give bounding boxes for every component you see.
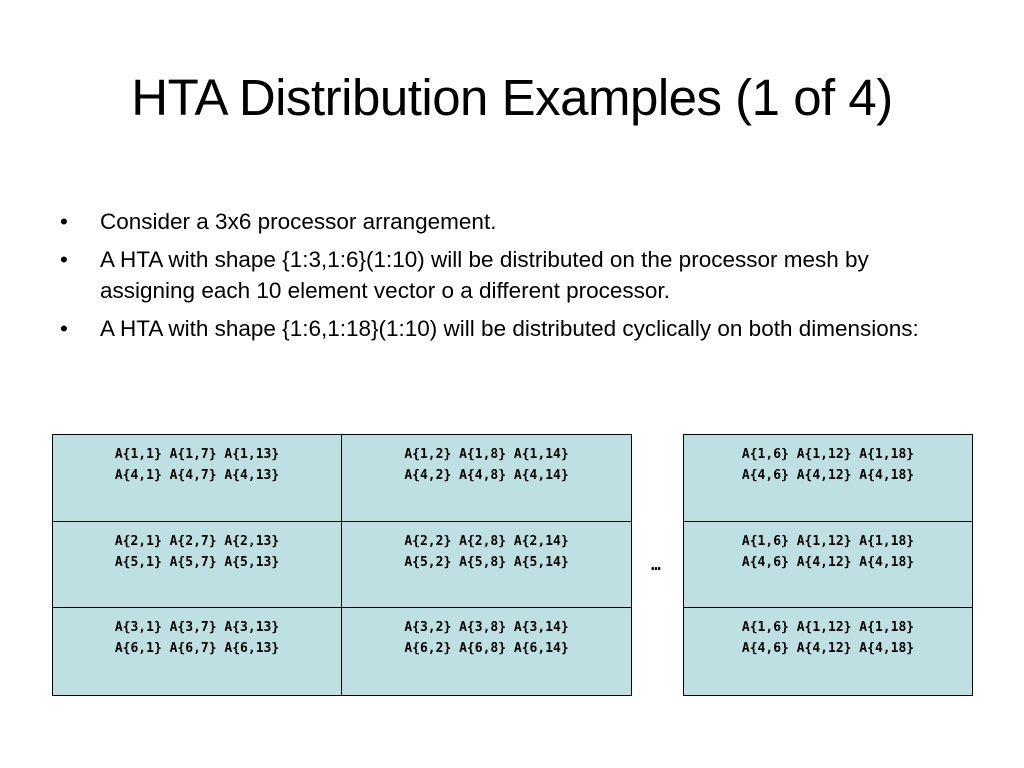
- bullet-text: A HTA with shape {1:6,1:18}(1:10) will be distributed cyclically on both dimensions:: [100, 316, 919, 341]
- processor-cell-3-6: [684, 608, 972, 695]
- processor-grid-left: [52, 434, 632, 696]
- bullet-list: [56, 206, 936, 351]
- cell-line: A{1,6} A{1,12} A{1,18}: [741, 620, 915, 636]
- processor-cell-3-1: [53, 608, 342, 695]
- cell-line: A{1,6} A{1,12} A{1,18}: [741, 533, 915, 549]
- ellipsis: …: [651, 555, 661, 574]
- cell-line: A{6,1} A{6,7} A{6,13}: [114, 641, 280, 657]
- cell-line: A{1,2} A{1,8} A{1,14}: [404, 447, 569, 462]
- cell-line: A{1,6} A{1,12} A{1,18}: [741, 447, 915, 462]
- processor-cell-1-2: [342, 435, 631, 522]
- cell-line: A{5,1} A{5,7} A{5,13}: [114, 554, 280, 570]
- processor-cell-2-1: [53, 522, 342, 609]
- bullet-dot-icon: •: [60, 316, 68, 341]
- bullet-dot-icon: •: [60, 209, 68, 234]
- cell-line: A{6,2} A{6,8} A{6,14}: [404, 641, 569, 657]
- cell-line: A{4,6} A{4,12} A{4,18}: [741, 641, 915, 657]
- cell-line: A{4,6} A{4,12} A{4,18}: [741, 468, 915, 483]
- bullet-dot-icon: •: [60, 247, 68, 272]
- slide-title: HTA Distribution Examples (1 of 4): [131, 69, 893, 126]
- bullet-item: [56, 244, 936, 306]
- processor-cell-2-2: [342, 522, 631, 609]
- bullet-text: Consider a 3x6 processor arrangement.: [100, 209, 497, 234]
- cell-line: A{4,6} A{4,12} A{4,18}: [741, 554, 915, 570]
- cell-line: A{5,2} A{5,8} A{5,14}: [404, 554, 569, 570]
- cell-line: A{3,2} A{3,8} A{3,14}: [404, 620, 569, 636]
- cell-line: A{2,1} A{2,7} A{2,13}: [114, 533, 280, 549]
- cell-line: A{4,2} A{4,8} A{4,14}: [404, 468, 569, 483]
- bullet-item: [56, 206, 936, 237]
- processor-cell-2-6: [684, 522, 972, 609]
- cell-line: A{2,2} A{2,8} A{2,14}: [404, 533, 569, 549]
- cell-line: A{4,1} A{4,7} A{4,13}: [114, 468, 280, 483]
- bullet-text: A HTA with shape {1:3,1:6}(1:10) will be distributed on the processor mesh by assigning each 10 element vector o a different processor.: [100, 247, 869, 303]
- processor-cell-1-1: [53, 435, 342, 522]
- processor-cell-3-2: [342, 608, 631, 695]
- cell-line: A{1,1} A{1,7} A{1,13}: [114, 447, 280, 462]
- processor-grid-right: [683, 434, 973, 696]
- bullet-item: [56, 313, 936, 344]
- cell-line: A{3,1} A{3,7} A{3,13}: [114, 620, 280, 636]
- processor-cell-1-6: [684, 435, 972, 522]
